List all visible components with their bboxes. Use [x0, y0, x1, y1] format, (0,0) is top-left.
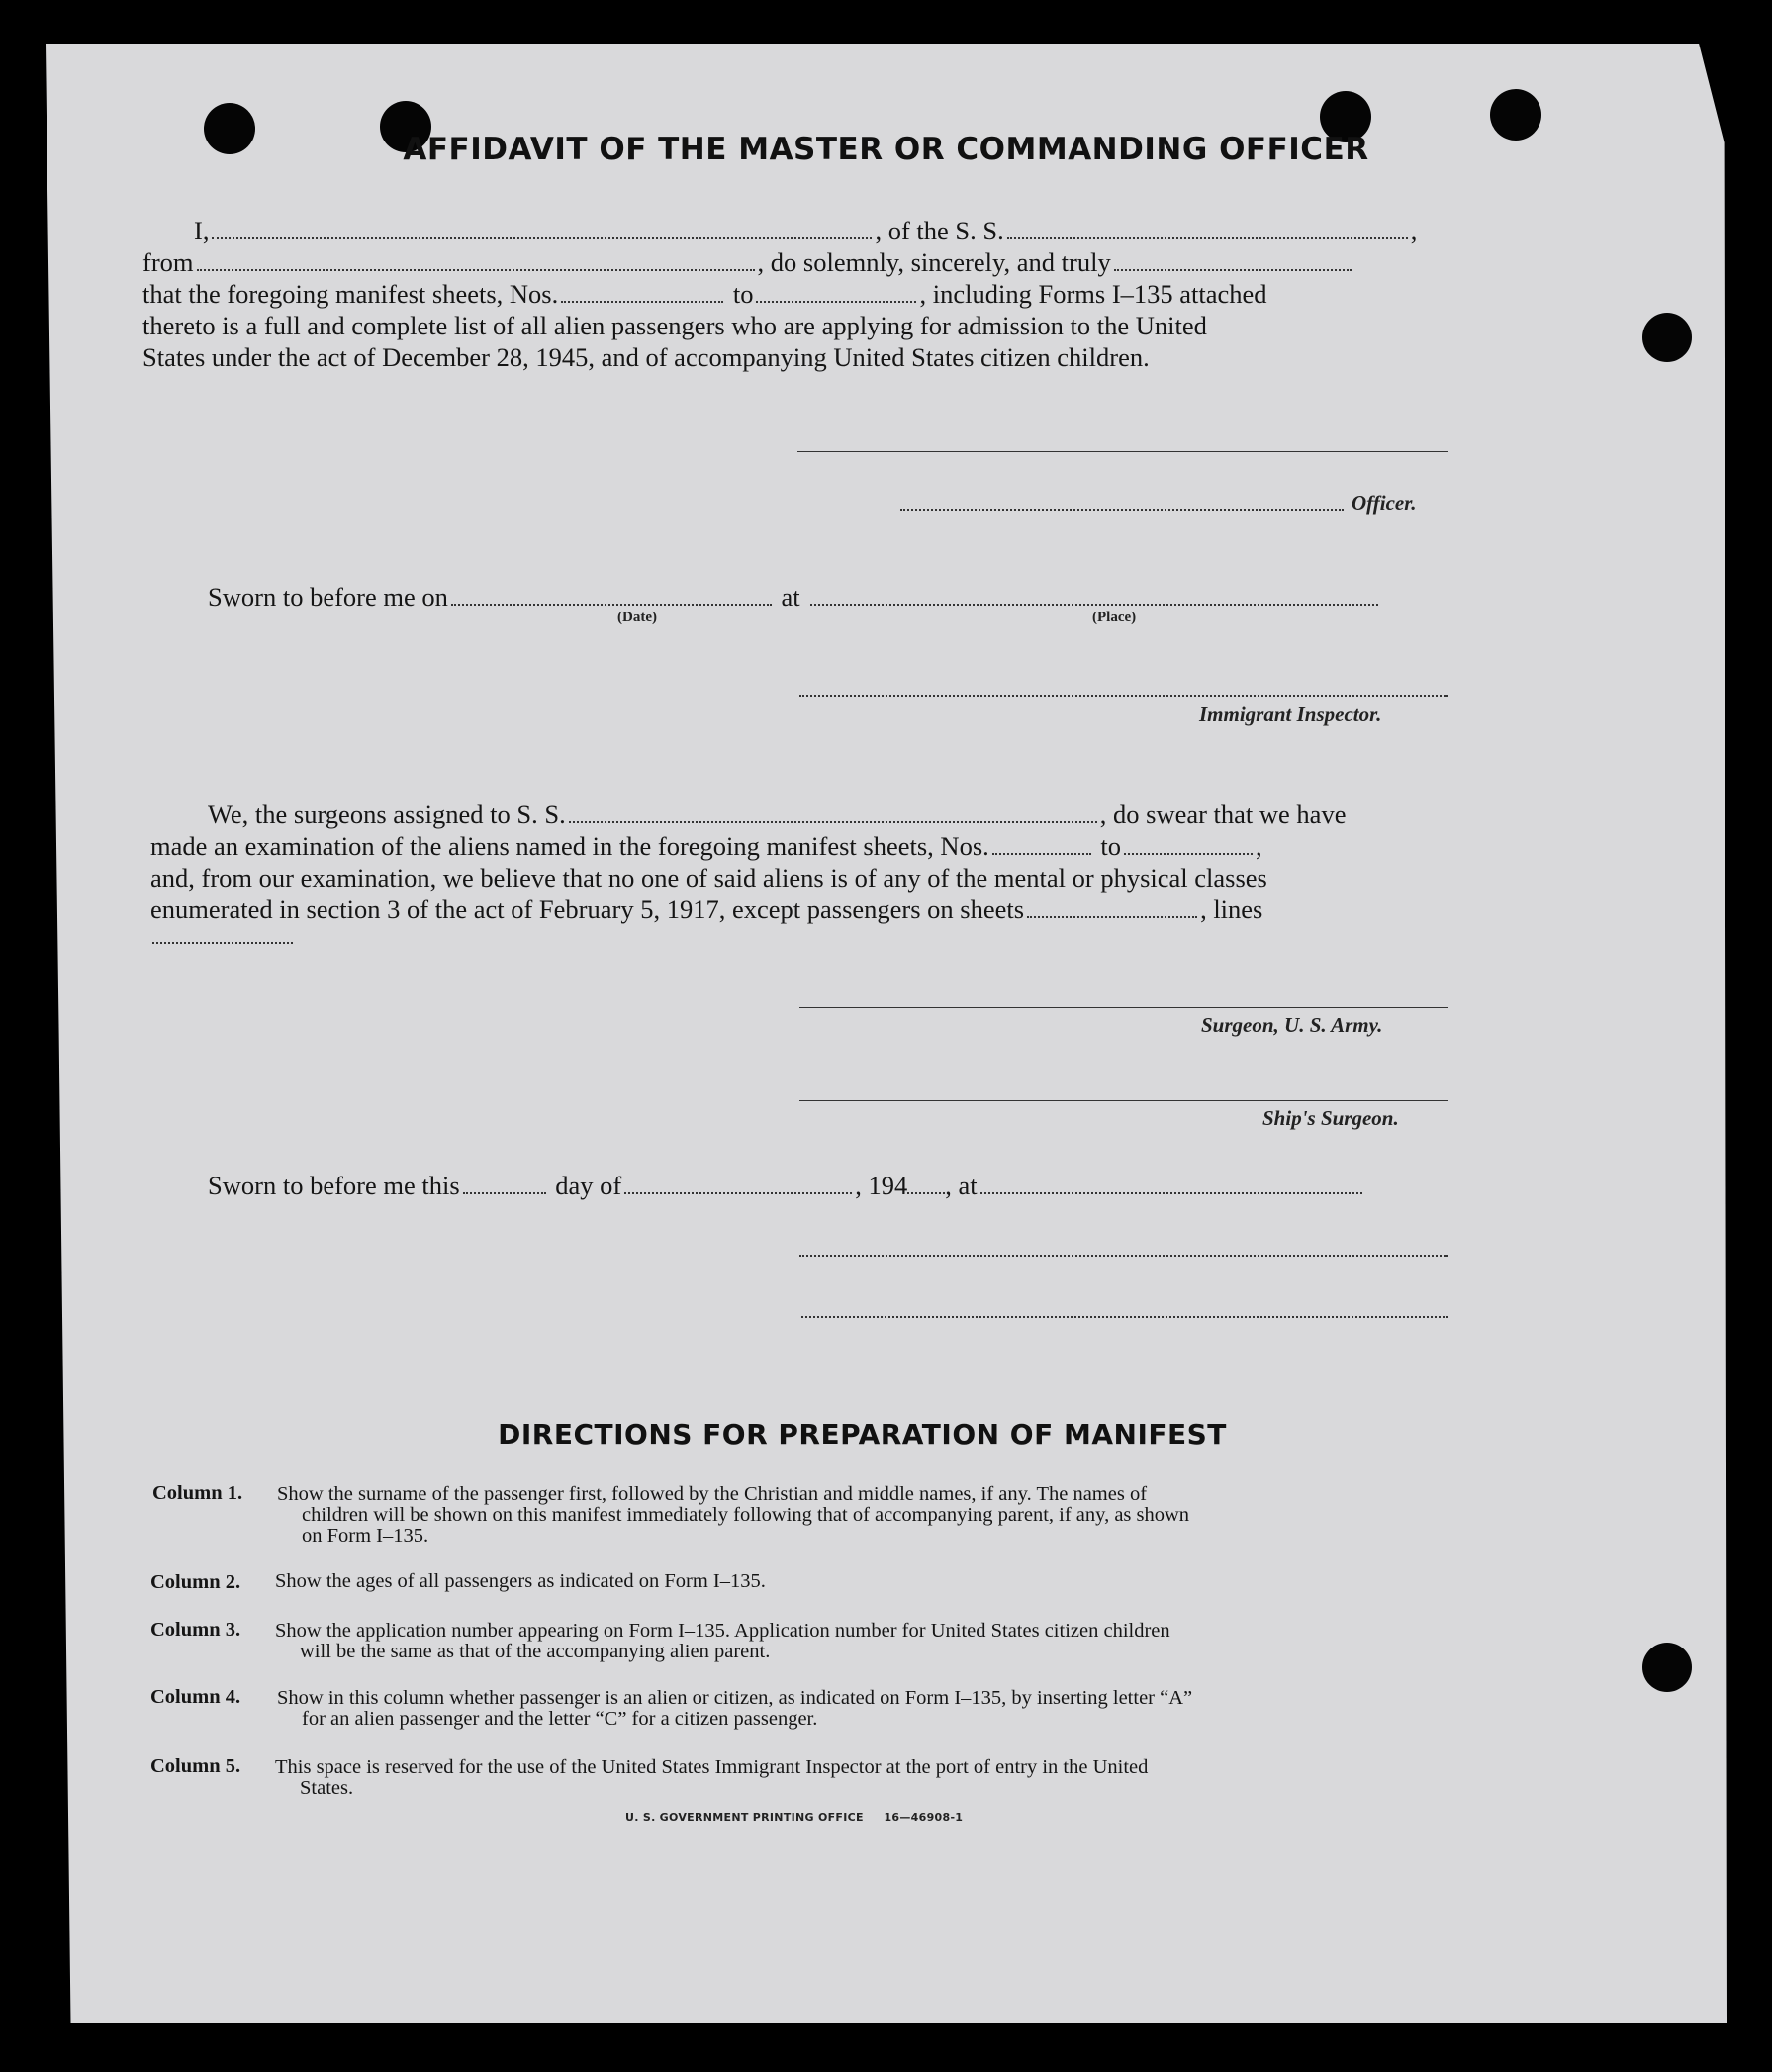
surgeons-line-4: enumerated in section 3 of the act of February 5, 1917, except passengers on sheets , lines: [150, 895, 1263, 924]
affidavit-line-2: from , do solemnly, sincerely, and truly: [142, 247, 1354, 278]
sworn-line-2: Sworn to before me this day of , 194 , at: [208, 1171, 1365, 1201]
signature-line[interactable]: [797, 451, 1448, 452]
place-field[interactable]: [810, 603, 1378, 606]
date-field[interactable]: [451, 603, 772, 606]
column-2-label: Column 2.: [150, 1571, 241, 1593]
sheets-from-field[interactable]: [561, 300, 723, 303]
directions-title: DIRECTIONS FOR PREPARATION OF MANIFEST: [498, 1418, 1227, 1451]
column-5-text: This space is reserved for the use of the United States Immigrant Inspector at the port of entry in the United States.: [275, 1756, 1149, 1799]
column-3-text: Show the application number appearing on Form I–135. Application number for United States citizen children will be the same as that of the accompanying alien parent.: [275, 1620, 1170, 1662]
column-4-text: Show in this column whether passenger is an alien or citizen, as indicated on Form I–135, by inserting letter “A” for an alien passenger and the letter “C” for a citizen passenger.: [277, 1687, 1193, 1730]
sworn-line-1: Sworn to before me on at: [208, 582, 1381, 612]
signature-line[interactable]: [799, 1255, 1448, 1257]
surgeons-line-2: made an examination of the aliens named in the foregoing manifest sheets, Nos. to ,: [150, 831, 1262, 861]
from-field[interactable]: [197, 268, 755, 271]
army-surgeon-label: Surgeon, U. S. Army.: [1201, 1013, 1383, 1037]
surgeon-sheets-to[interactable]: [1124, 852, 1253, 855]
column-1-text: Show the surname of the passenger first, followed by the Christian and middle names, if any. The names of children will be shown on this manifest immediately following that of accompanying parent, if any, as shown on Form I–135.: [277, 1483, 1190, 1547]
officer-signature-line[interactable]: [900, 509, 1344, 511]
day-field[interactable]: [463, 1191, 546, 1194]
column-1-label: Column 1.: [152, 1482, 243, 1504]
name-field[interactable]: [212, 236, 872, 239]
ship-surgeon-signature-line[interactable]: [799, 1100, 1448, 1101]
lines-field[interactable]: [152, 942, 293, 944]
printer-imprint: U. S. GOVERNMENT PRINTING OFFICE 16—46908-1: [625, 1811, 964, 1824]
date-caption: (Date): [617, 610, 657, 625]
ship-surgeon-label: Ship's Surgeon.: [1262, 1106, 1399, 1130]
affidavit-title: AFFIDAVIT OF THE MASTER OR COMMANDING OFFICER: [403, 132, 1369, 167]
month-field[interactable]: [624, 1191, 852, 1194]
place-caption: (Place): [1092, 610, 1137, 625]
inspector-signature-line[interactable]: [799, 695, 1448, 697]
affidavit-line-3: that the foregoing manifest sheets, Nos. to , including Forms I–135 attached: [142, 279, 1267, 309]
column-3-label: Column 3.: [150, 1619, 241, 1641]
officer-label: Officer.: [1352, 491, 1417, 515]
army-surgeon-signature-line[interactable]: [799, 1007, 1448, 1008]
except-sheets-field[interactable]: [1027, 915, 1197, 918]
surgeons-line-1: We, the surgeons assigned to S. S. , do swear that we have: [208, 800, 1347, 829]
signature-line[interactable]: [801, 1316, 1448, 1318]
affidavit-line-1: I, , of the S. S. ,: [194, 216, 1418, 245]
year-field[interactable]: [907, 1191, 945, 1194]
ship-field[interactable]: [1007, 236, 1408, 239]
surgeons-line-3: and, from our examination, we believe that no one of said aliens is of any of the mental or physical classes: [150, 863, 1267, 893]
at-field[interactable]: [980, 1191, 1362, 1194]
column-4-label: Column 4.: [150, 1686, 241, 1708]
affidavit-line-5: States under the act of December 28, 1945, and of accompanying United States citizen children.: [142, 342, 1150, 372]
surgeon-ship-field[interactable]: [569, 820, 1097, 823]
surgeon-sheets-from[interactable]: [992, 852, 1091, 855]
sheets-to-field[interactable]: [756, 300, 916, 303]
column-2-text: Show the ages of all passengers as indicated on Form I–135.: [275, 1570, 766, 1592]
oath-field[interactable]: [1114, 268, 1352, 271]
column-5-label: Column 5.: [150, 1755, 241, 1777]
punch-hole: [1642, 1643, 1692, 1692]
punch-hole: [1642, 313, 1692, 362]
affidavit-line-4: thereto is a full and complete list of all alien passengers who are applying for admission to the United: [142, 311, 1207, 340]
inspector-label: Immigrant Inspector.: [1199, 703, 1382, 726]
